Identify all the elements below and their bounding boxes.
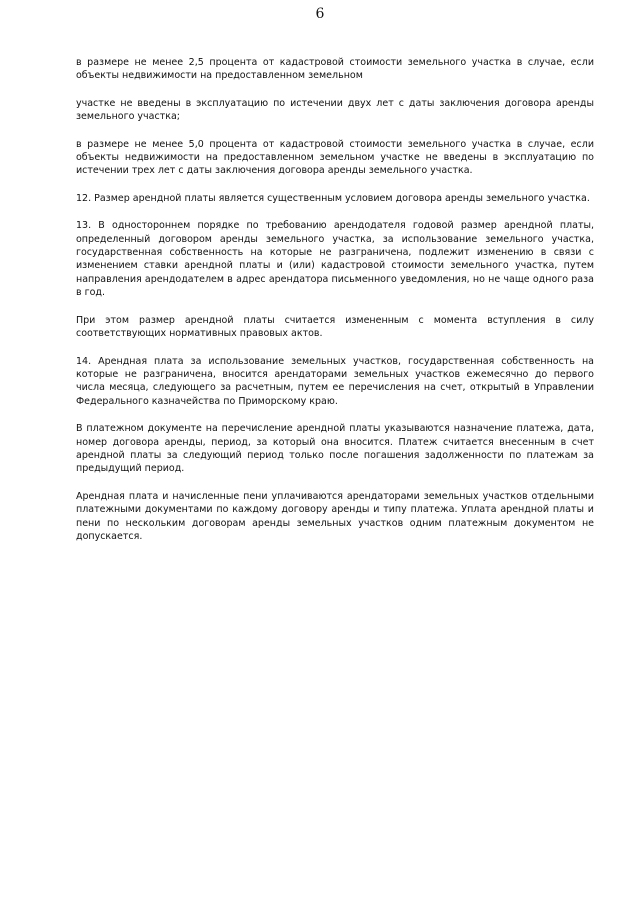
- document-body: [76, 56, 594, 557]
- page-number: 6: [315, 6, 325, 22]
- paragraph-rate-2-5: в размере не менее 2,5 процента от кадастровой стоимости земельного участка в случае, если объекты недвижимости на предоставленном земельном: [76, 57, 594, 82]
- paragraph-two-years: участке не введены в эксплуатацию по истечении двух лет с даты заключения договора аренды земельного участка;: [76, 97, 594, 123]
- paragraph-14: 14. Арендная плата за использование земельных участков, государственная собственность на которые не разграничена, вносится арендаторами земельных участков ежемесячно до первого числа месяца, следующего за расчетным, путем ее перечисления на счет, открытый в Управлении Федерального казначейства по Приморскому краю.: [76, 355, 594, 407]
- paragraph-13: 13. В одностороннем порядке по требованию арендодателя годовой размер арендной платы, определенный договором аренды земельного участка, за использование земельного участка, государственная собственность на которые не разграничена, подлежит изменению в связи с изменением ставки арендной платы и (или) кадастровой стоимости земельного участка, путем направления арендодателем в адрес арендатора письменного уведомления, но не чаще одного раза в год.: [76, 220, 594, 299]
- paragraph-payment-document: В платежном документе на перечисление арендной платы указываются назначение платежа, дата, номер договора аренды, период, за который она вносится. Платеж считается внесенным в счет арендной платы за следующий период только после погашения задолженности по платежам за предыдущий период.: [76, 423, 594, 475]
- paragraph-penalties: Арендная плата и начисленные пени уплачиваются арендаторами земельных участков отдельными платежными документами по каждому договору аренды и типу платежа. Уплата арендной платы и пени по нескольким договорам аренды земельных участков одним платежным документом не допускается.: [76, 490, 594, 542]
- paragraph-12: 12. Размер арендной платы является существенным условием договора аренды земельного участка.: [76, 192, 590, 204]
- paragraph-rate-change: При этом размер арендной платы считается измененным с момента вступления в силу соответствующих нормативных правовых актов.: [76, 314, 594, 340]
- paragraph-rate-5-0: в размере не менее 5,0 процента от кадастровой стоимости земельного участка в случае, если объекты недвижимости на предоставленном земельном участке не введены в эксплуатацию по истечении трех лет с даты заключения договора аренды земельного участка.: [76, 138, 594, 177]
